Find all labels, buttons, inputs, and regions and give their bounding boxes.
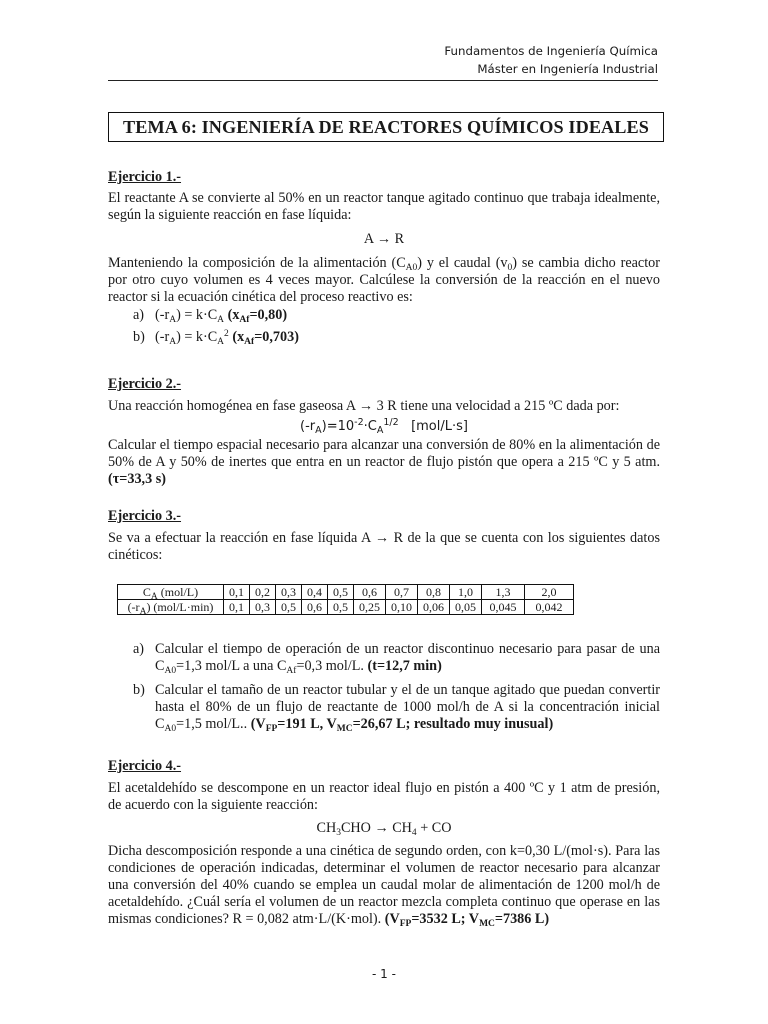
- page-number: - 1 -: [372, 967, 396, 981]
- exercise-2-rate-equation: $(-r_A)=10^{-2}\cdot C_A^{1/2}$ [mol/L·s]: [300, 417, 468, 436]
- header-program: Máster en Ingeniería Industrial: [477, 62, 658, 76]
- exercise-2-answer: (τ=33,3 s): [108, 471, 166, 487]
- exercise-2-statement: Una reacción homogénea en fase gaseosa A → 3 R tiene una velocidad a 215 ºC dada por:: [108, 398, 620, 414]
- table-cell: 0,05: [450, 600, 482, 615]
- table-cell: 2,0: [525, 585, 574, 600]
- exercise-1-statement: El reactante A se convierte al 50% en un reactor tanque agitado continuo que trabaja idealmente, según la siguiente reacción en fase líquida:: [108, 190, 660, 223]
- case-b-label: b): [133, 329, 145, 345]
- table-cell: 0,8: [418, 585, 450, 600]
- table-cell: 1,0: [450, 585, 482, 600]
- case-b-rate: $(-r_A) = k\cdot C_A^2$ $(x_{Af}=0,703)$: [155, 329, 299, 347]
- table-cell: 0,3: [276, 585, 302, 600]
- table-cell: 0,7: [386, 585, 418, 600]
- table-cell: 0,10: [386, 600, 418, 615]
- case-b-text: Calcular el tamaño de un reactor tubular y el de un tanque agitado que puedan convertir hasta el 80% de un flujo de reactante de 1000 mol/h de A si la concentración inicial $C_{A0}=1,5$ mol/L.. ($V_{FP}=191$ L, $V_{MC}=26,67$ L; resultado muy inusual): [155, 682, 660, 734]
- case-a-text: Calcular el tiempo de operación de un reactor discontinuo necesario para pasar de una $C_{A0}=1,3$ mol/L a una $C_{Af}=0,3$ mol/L. (t=12,7 min): [155, 641, 660, 676]
- table-cell: 0,5: [276, 600, 302, 615]
- table-cell: 0,5: [328, 600, 354, 615]
- exercise-2-heading: Ejercicio 2.-: [108, 376, 182, 392]
- table-cell: 0,1: [224, 600, 250, 615]
- table-cell: 0,5: [328, 585, 354, 600]
- exercise-3-heading: Ejercicio 3.-: [108, 508, 182, 524]
- case-a-rate: $(-r_A) = k\cdot C_A$ $(x_{Af}=0,80)$: [155, 307, 288, 325]
- table-cell: 0,2: [250, 585, 276, 600]
- case-b-answer: ($V_{FP}=191$ L, $V_{MC}=26,67$ L; resultado muy inusual): [250, 716, 554, 734]
- exercise-1-reaction: A → R: [363, 231, 405, 247]
- exercise-3-statement: Se va a efectuar la reacción en fase líquida A → R de la que se cuenta con los siguientes datos cinéticos:: [108, 530, 660, 563]
- table-cell: 0,6: [302, 600, 328, 615]
- table-cell: 0,06: [418, 600, 450, 615]
- exercise-1-question: Manteniendo la composición de la alimentación $(C_{A0})$ y el caudal $(v_0)$ se cambia dicho reactor por otro cuyo volumen es 4 veces mayor. Calcúlese la conversión de la reacción en el nuevo reactor si la ecuación cinética del proceso reactivo es:: [108, 255, 660, 305]
- exercise-4-heading: Ejercicio 4.-: [108, 758, 182, 774]
- table-cell: 0,3: [250, 600, 276, 615]
- table-row: [118, 600, 574, 615]
- exercise-2-question: Calcular el tiempo espacial necesario para alcanzar una conversión de 80% en la alimentación de 50% de A y 50% de inertes que entra en un reactor de flujo pistón que opera a 215 ºC y 5 atm. (τ=33,3 s): [108, 437, 660, 487]
- table-cell: 0,1: [224, 585, 250, 600]
- kinetic-data-table: [117, 584, 574, 615]
- table-cell: 0,042: [525, 600, 574, 615]
- table-row: [118, 585, 574, 600]
- header-divider: [108, 80, 658, 81]
- case-a-label: a): [133, 307, 145, 323]
- row-header-concentration: $C_A$ (mol/L): [118, 585, 224, 600]
- case-a-label: a): [133, 641, 145, 657]
- row-header-rate: $(-r_A)$ (mol/L·min): [118, 600, 224, 615]
- exercise-4-reaction: $CH_3CHO \to CH_4$ + CO: [316, 820, 452, 838]
- table-cell: 0,25: [354, 600, 386, 615]
- table-cell: 0,4: [302, 585, 328, 600]
- exercise-4-statement: El acetaldehído se descompone en un reactor ideal flujo en pistón a 400 ºC y 1 atm de presión, de acuerdo con la siguiente reacción:: [108, 780, 660, 813]
- case-b-label: b): [133, 682, 145, 698]
- case-b-answer: $(x_{Af}=0,703)$: [232, 329, 299, 347]
- exercise-1-heading: Ejercicio 1.-: [108, 169, 182, 185]
- exercise-4-answer: ($V_{FP}=3532$ L; $V_{MC}=7386$ L): [384, 911, 550, 929]
- header-course: Fundamentos de Ingeniería Química: [444, 44, 658, 58]
- case-a-answer: $(x_{Af}=0,80)$: [227, 307, 288, 325]
- page-title: TEMA 6: INGENIERÍA DE REACTORES QUÍMICOS IDEALES: [108, 112, 664, 142]
- table-cell: 0,045: [482, 600, 525, 615]
- case-a-answer: (t=12,7 min): [367, 658, 442, 674]
- exercise-4-question: Dicha descomposición responde a una cinética de segundo orden, con k=0,30 L/(mol·s). Para las condiciones de operación indicadas, determinar el volumen de reactor necesario para alcanzar una conversión del 40% cuando se emplea un caudal molar de alimentación de 1200 mol/h de acetaldehído. ¿Cuál sería el volumen de un reactor mezcla completa continuo que operase en las mismas condiciones? R = 0,082 atm·L/(K·mol). ($V_{FP}=3532$ L; $V_{MC}=7386$ L): [108, 843, 660, 929]
- table-cell: 1,3: [482, 585, 525, 600]
- table-cell: 0,6: [354, 585, 386, 600]
